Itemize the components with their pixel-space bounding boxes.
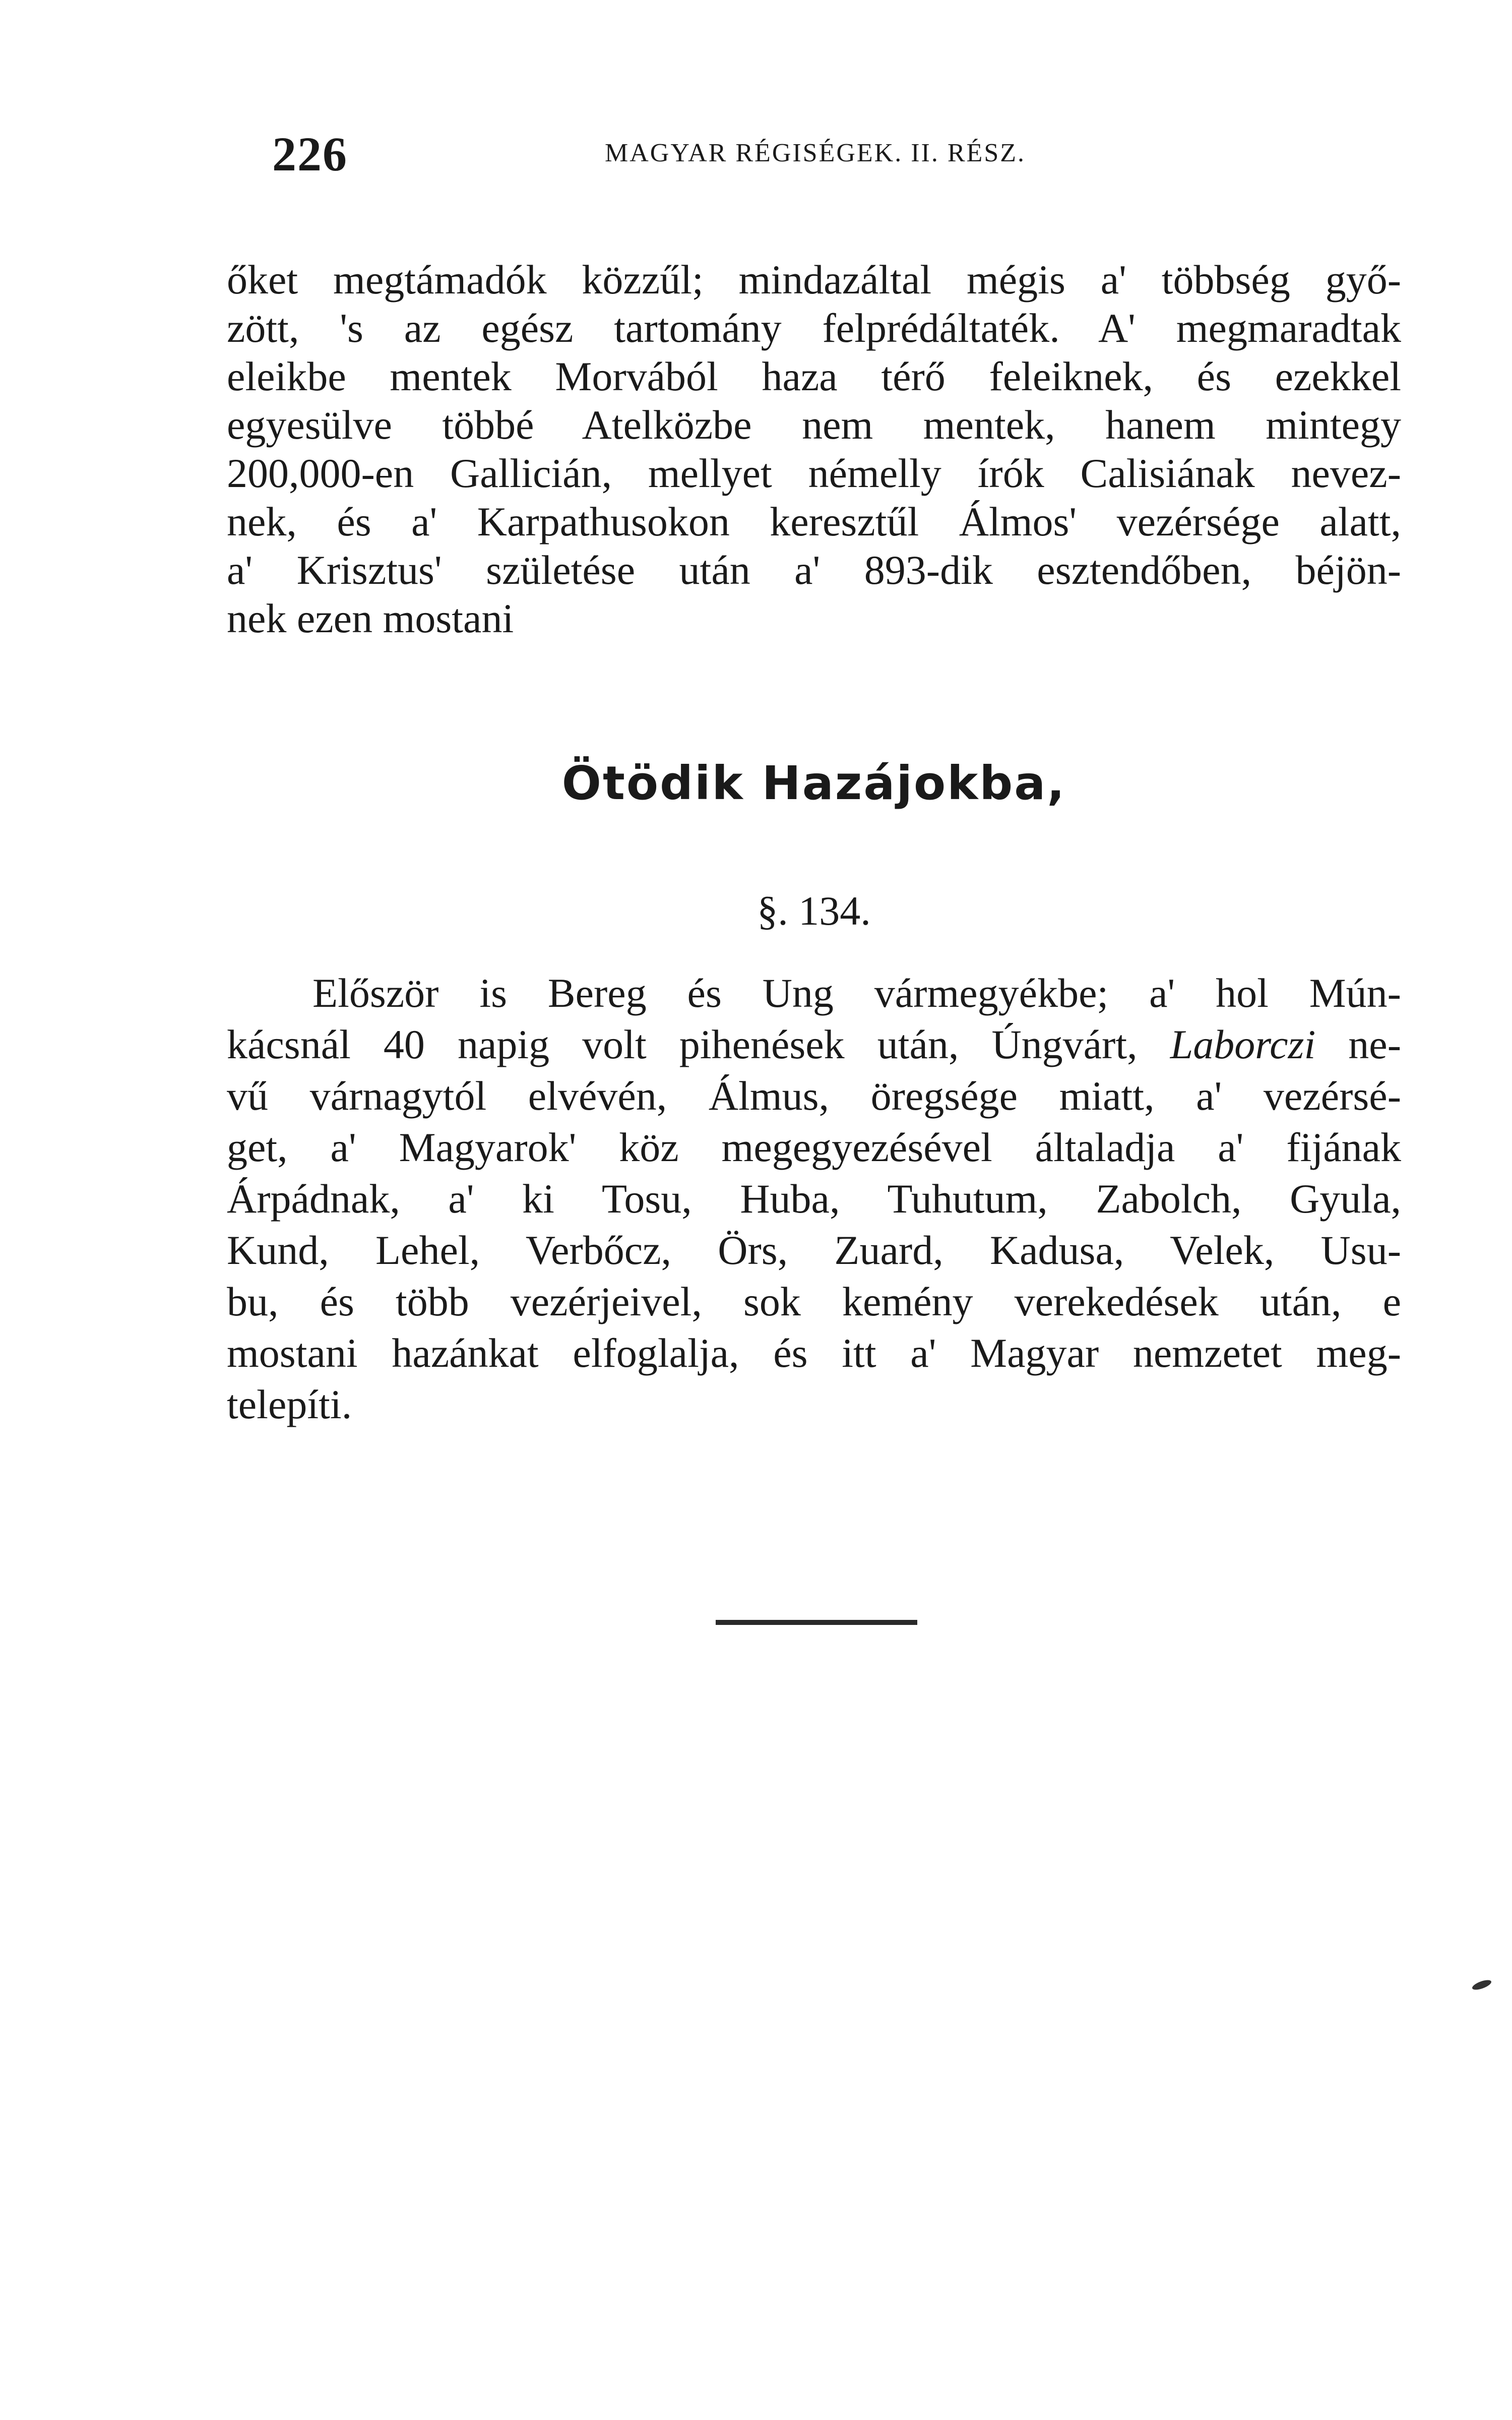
text-line: nek, és a' Karpathusokon keresztűl Álmos' vezérsége alatt, bbox=[227, 499, 1401, 544]
text-line: vű várnagytól elvévén, Álmus, öregsége miatt, a' vezérsé- bbox=[227, 1073, 1401, 1119]
page-number: 226 bbox=[272, 127, 348, 181]
section-heading: Ötödik Hazájokba, bbox=[561, 756, 1066, 810]
text-line: get, a' Magyarok' köz megegyezésével általadja a' fijának bbox=[227, 1124, 1401, 1170]
text-line: Először is Bereg és Ung vármegyékbe; a' hol Mún- bbox=[312, 970, 1401, 1016]
text-line: bu, és több vezérjeivel, sok kemény verekedések után, e bbox=[227, 1279, 1401, 1324]
text-line: nek ezen mostani bbox=[227, 595, 514, 641]
end-rule bbox=[716, 1620, 917, 1625]
text-line: egyesülve többé Atelközbe nem mentek, hanem mintegy bbox=[227, 402, 1401, 448]
italic-name: Laborczi bbox=[1170, 1021, 1316, 1067]
text-line: mostani hazánkat elfoglalja, és itt a' Magyar nemzetet meg- bbox=[227, 1330, 1401, 1376]
page-header bbox=[272, 126, 1482, 187]
running-head: MAGYAR RÉGISÉGEK. II. RÉSZ. bbox=[605, 139, 1026, 167]
text-line: 200,000-en Gallicián, mellyet némelly írók Calisiának nevez- bbox=[227, 450, 1401, 496]
text-line bbox=[227, 1017, 1401, 1072]
text-line: Kund, Lehel, Verbőcz, Örs, Zuard, Kadusa, Velek, Usu- bbox=[227, 1227, 1401, 1273]
section-number: §. 134. bbox=[757, 888, 871, 934]
text-line: telepíti. bbox=[227, 1381, 352, 1427]
text-line: a' Krisztus' születése után a' 893-dik esztendőben, béjön- bbox=[227, 547, 1401, 593]
text-segment: ne- bbox=[1348, 1021, 1401, 1067]
text-line: őket megtámadók közzűl; mindazáltal mégis a' többség győ- bbox=[227, 257, 1401, 302]
ink-smudge bbox=[1471, 1978, 1492, 1992]
text-line: zött, 's az egész tartomány felprédáltaték. A' megmaradtak bbox=[227, 305, 1401, 351]
text-line: eleikbe mentek Morvából haza térő feleiknek, és ezekkel bbox=[227, 353, 1401, 399]
text-line: Árpádnak, a' ki Tosu, Huba, Tuhutum, Zabolch, Gyula, bbox=[227, 1176, 1401, 1222]
text-segment: kácsnál 40 napig volt pihenések után, Úngvárt, bbox=[227, 1021, 1138, 1067]
